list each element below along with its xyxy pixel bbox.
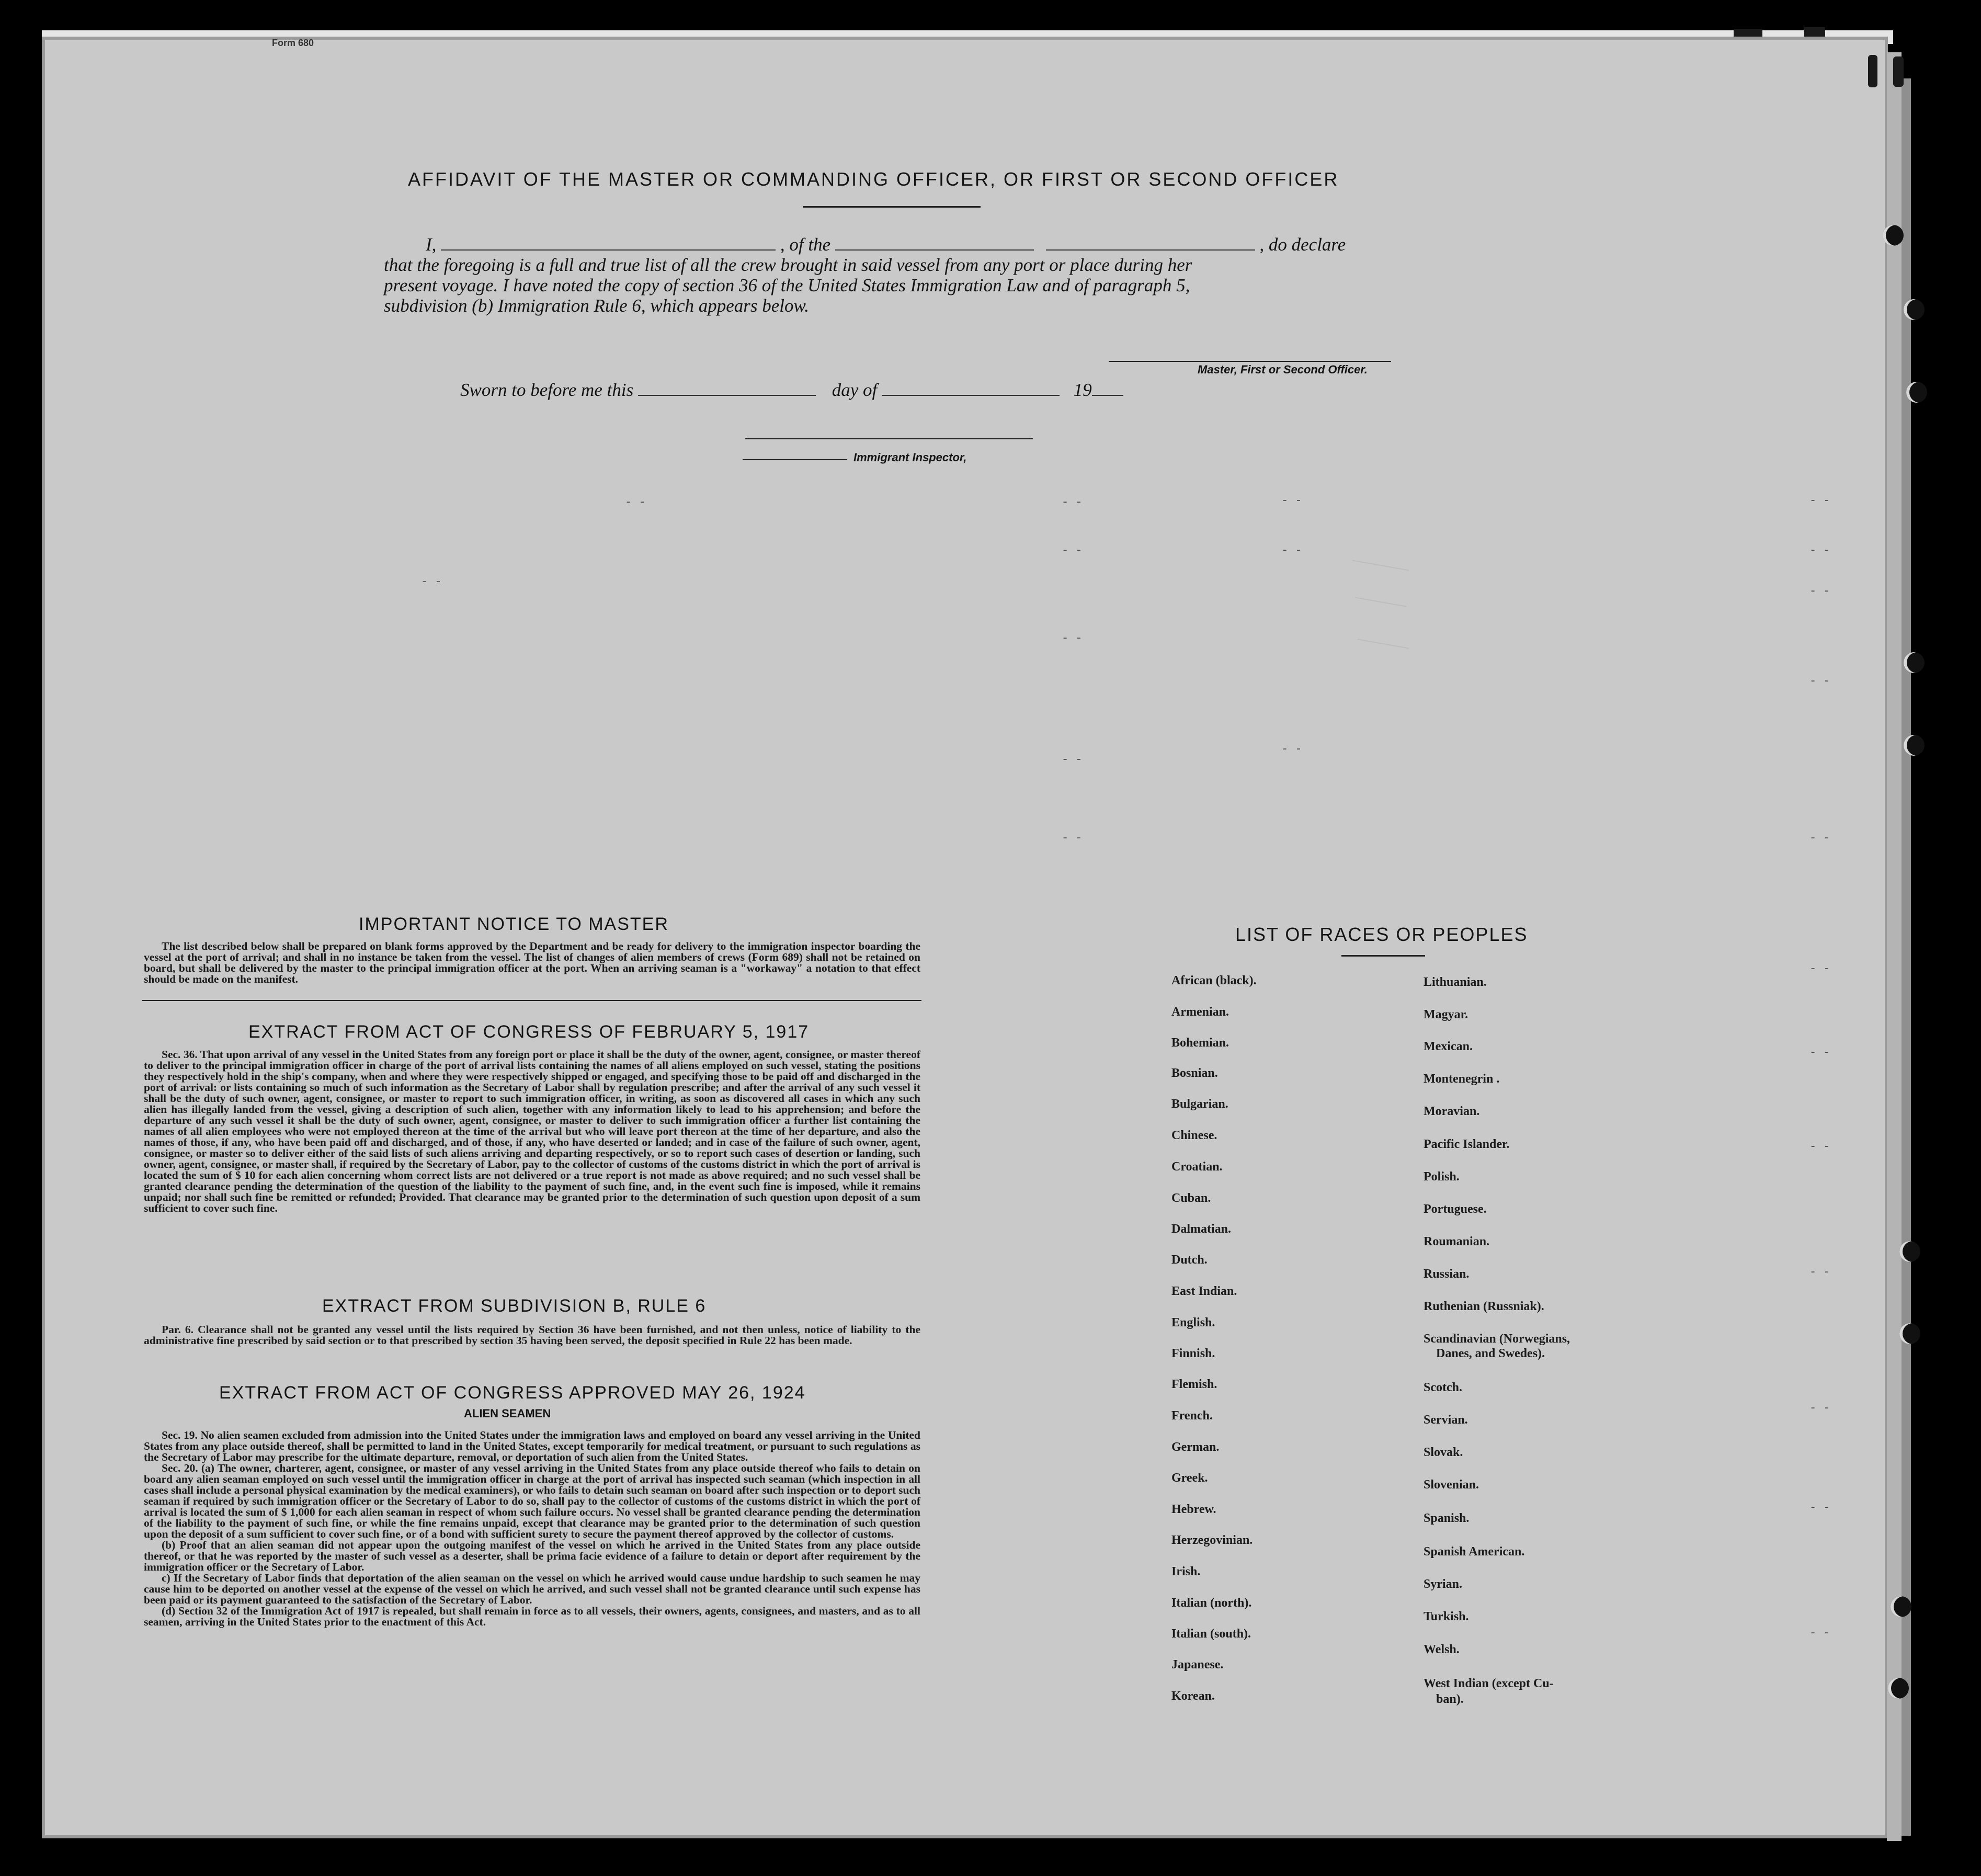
sec-20b-paragraph: (b) Proof that an alien seaman did not appear upon the outgoing manifest of the vessel on which he arrived in the United States from any place outside thereof, or that he was reported by the master of such vessel as a deserter, shall be prima facie evidence of a failure to detain or deport after requirement by the immigration officer or the Secretary of Labor. (144, 1539, 920, 1573)
bleed-mark: - - (1809, 1140, 1830, 1153)
sheet-edge-shadow (1902, 78, 1911, 1836)
extract-rule6-text (144, 1324, 920, 1346)
affidavit-text (384, 234, 1398, 316)
race-right: Roumanian. (1424, 1235, 1490, 1248)
binder-hole-icon (1899, 1241, 1920, 1262)
race-right: ban). (1436, 1692, 1464, 1706)
bleed-mark: - - (1809, 1046, 1830, 1059)
race-right: Turkish. (1424, 1610, 1469, 1623)
bleed-mark: - - (1809, 1501, 1830, 1514)
bleed-mark: - - (1809, 1627, 1830, 1640)
affidavit-line-4: subdivision (b) Immigration Rule 6, which appears below. (384, 295, 810, 316)
bleed-mark: - - (625, 496, 646, 509)
inspector-signature-line (745, 438, 1033, 439)
bleed-mark: - - (1809, 1266, 1830, 1279)
day-blank[interactable] (638, 395, 816, 396)
affidavit-title: AFFIDAVIT OF THE MASTER OR COMMANDING OFFICER, OR FIRST OR SECOND OFFICER (408, 168, 1339, 190)
race-left: Korean. (1171, 1689, 1215, 1703)
race-right: Danes, and Swedes). (1436, 1347, 1545, 1360)
bleed-mark: - - (1062, 496, 1083, 509)
sworn-text: Sworn to before me this (460, 380, 634, 400)
race-left: Bohemian. (1171, 1036, 1229, 1050)
binder-hole-icon (1904, 735, 1925, 756)
top-tab (1804, 27, 1825, 38)
race-right: Polish. (1424, 1170, 1460, 1184)
affidavit-i: I, (426, 234, 437, 255)
race-left: Finnish. (1171, 1347, 1215, 1360)
race-right: Moravian. (1424, 1105, 1480, 1118)
bleed-mark: - - (1062, 632, 1083, 645)
race-right: Portuguese. (1424, 1202, 1487, 1216)
bleed-mark: - - (1809, 675, 1830, 688)
bleed-mark: - - (1809, 585, 1830, 598)
binder-hole-icon (1883, 225, 1904, 246)
sworn-line (460, 380, 1123, 401)
race-left: Greek. (1171, 1471, 1208, 1485)
name-blank[interactable] (441, 249, 776, 251)
inspector-label: Immigrant Inspector, (853, 451, 967, 464)
race-left: Japanese. (1171, 1658, 1224, 1672)
race-left: Chinese. (1171, 1129, 1217, 1142)
race-right: Spanish American. (1424, 1545, 1525, 1559)
extract-rule6-title: EXTRACT FROM SUBDIVISION B, RULE 6 (322, 1296, 707, 1316)
affidavit-declare: , do declare (1259, 234, 1346, 255)
bleed-mark: - - (1809, 544, 1830, 557)
binder-hole-icon (1899, 1323, 1920, 1344)
race-left: Dalmatian. (1171, 1222, 1231, 1236)
sheet-edge (1887, 52, 1902, 1841)
race-left: French. (1171, 1409, 1213, 1423)
race-left: English. (1171, 1316, 1215, 1329)
race-right: Russian. (1424, 1267, 1470, 1281)
extract-1917-text (144, 1049, 920, 1214)
race-right: West Indian (except Cu- (1424, 1677, 1554, 1690)
race-right: Spanish. (1424, 1511, 1470, 1525)
affidavit-of-the: , of the (780, 234, 831, 255)
extract-1924-title: EXTRACT FROM ACT OF CONGRESS APPROVED MAY 26, 1924 (219, 1383, 806, 1403)
race-right: Servian. (1424, 1413, 1468, 1427)
races-title: LIST OF RACES OR PEOPLES (1235, 924, 1528, 945)
binder-hole-icon (1888, 1678, 1909, 1699)
year-prefix: 19 (1073, 380, 1092, 400)
race-left: Flemish. (1171, 1378, 1217, 1391)
signature-role: Master, First or Second Officer. (1198, 363, 1368, 376)
race-left: Herzegovinian. (1171, 1533, 1253, 1547)
bleed-mark: - - (1281, 494, 1302, 507)
month-blank[interactable] (882, 395, 1060, 396)
race-right: Scotch. (1424, 1381, 1462, 1394)
bleed-mark: - - (1809, 962, 1830, 975)
sec-20a-paragraph: Sec. 20. (a) The owner, charterer, agent, consignee, or master of any vessel arriving in the United States from any place outside thereof who fails to detain on board any alien seaman employed on such vessel until the immigration officer in charge at the port of arrival has inspected such seaman (which inspection in all cases shall include a personal physical examination by the medical examiners), or who fails to detain such seaman on board after such inspection or to deport such seaman if required by such immigration officer or the Secretary of Labor to do so, shall pay to the collector of customs of the customs district in which the port of arrival is located the sum of $ 1,000 for each alien seaman in respect of whom such failure occurs. No vessel shall be granted clearance pending the determination of the liability to the payment of such fine, or while the fine remains unpaid, except that clearance may be granted prior to the determination of such question upon the deposit of a sum sufficient to cover such fine, or of a bond with sufficient surety to secure the payment thereof approved by the collector of customs. (144, 1462, 920, 1540)
race-right: Slovak. (1424, 1446, 1463, 1459)
race-right: Slovenian. (1424, 1478, 1479, 1492)
bleed-mark: - - (1809, 832, 1830, 845)
bleed-mark: - - (1062, 832, 1083, 845)
sec-36-paragraph: Sec. 36. That upon arrival of any vessel in the United States from any foreign port or place it shall be the duty of the owner, agent, consignee, or master thereof to deliver to the principal immigration officer in charge of the port of arrival lists containing the names of all aliens employed on such vessel, stating the positions they respectively hold in the ship's company, when and where they were respectively shipped or engaged, and specifying those to be paid off and discharged in the port of arrival: or lists containing so much of such information as the Secretary of Labor shall by regulation prescribe; and after the arrival of any such vessel it shall be the duty of such owner, agent, consignee, or master to report to such immigration officer, in writing, as soon as discovered all cases in which any such alien has illegally landed from the vessel, giving a description of such alien, together with any information likely to lead to his apprehension; and before the departure of any such vessel it shall be the duty of such owner, agent, consignee, or master to deliver to such immigration officer a further list containing the names of all alien employees who were not employed thereon at the time of the arrival but who will leave port thereon at the time of her departure, and also the names of those, if any, who have been paid off and discharged, and of those, if any, who have deserted or landed; and in case of the failure of such owner, agent, consignee, or master so to deliver either of the said lists of such aliens arriving and departing respectively, or so to report such cases of desertion or landing, such owner, agent, consignee, or master shall, if required by the Secretary of Labor, pay to the collector of customs of the customs district in which the port of arrival is located the sum of $ 10 for each alien concerning whom correct lists are not delivered or a true report is not made as above required; and no such vessel shall be granted clearance pending the determination of the question of the liability to the payment of such fine, and, in the event such fine is imposed, while it remains unpaid; nor shall such fine be remitted or refunded; Provided. That clearance may be granted prior to the determination of such question upon deposit of a sum sufficient to cover such fine. (144, 1048, 920, 1214)
sec-19-paragraph: Sec. 19. No alien seamen excluded from admission into the United States under the immigration laws and employed on board any vessel arriving in the United States from any place outside thereof, shall be permitted to land in the United States, except temporarily for medical treatment, or pursuant to such regulations as the Secretary of Labor may prescribe for the ultimate departure, removal, or deportation of such alien from the United States. (144, 1429, 920, 1463)
races-title-rule (1341, 955, 1425, 957)
race-right: Scandinavian (Norwegians, (1424, 1332, 1570, 1346)
race-left: African (black). (1171, 974, 1257, 987)
race-left: East Indian. (1171, 1284, 1237, 1298)
bleed-mark: - - (1809, 1402, 1830, 1415)
vessel-blank-2[interactable] (1046, 249, 1255, 251)
top-tab (1734, 29, 1762, 37)
section-rule (142, 1000, 921, 1001)
binder-hole-icon (1891, 1596, 1911, 1617)
race-right: Syrian. (1424, 1577, 1463, 1591)
extract-1924-text (144, 1430, 920, 1628)
notice-text (144, 941, 920, 985)
affidavit-line-3: present voyage. I have noted the copy of section 36 of the United States Immigration Law and of paragraph 5, (384, 275, 1190, 295)
race-left: Armenian. (1171, 1005, 1229, 1019)
extract-1917-title: EXTRACT FROM ACT OF CONGRESS OF FEBRUARY 5, 1917 (248, 1022, 810, 1042)
race-left: Bulgarian. (1171, 1097, 1228, 1111)
race-left: Bosnian. (1171, 1066, 1218, 1080)
race-left: Cuban. (1171, 1191, 1211, 1205)
race-right: Montenegrin . (1424, 1072, 1500, 1086)
sec-20c-paragraph: c) If the Secretary of Labor finds that deportation of the alien seaman on the vessel on which he arrived would cause undue hardship to such seamen he may cause him to be deported on another vessel at the expense of the vessel on which he arrived, and such vessel shall not be granted clearance until such expense has been paid or its payment guaranteed to the satisfaction of the Secretary of Labor. (144, 1572, 920, 1606)
bleed-mark: - - (1062, 544, 1083, 557)
race-left: Croatian. (1171, 1160, 1223, 1174)
sec-20d-paragraph: (d) Section 32 of the Immigration Act of 1917 is repealed, but shall remain in force as to all vessels, their owners, agents, consignees, and masters, and as to all seamen, arriving in the United States prior to the enactment of this Act. (144, 1605, 920, 1628)
binder-hole-icon (1904, 299, 1925, 320)
bleed-mark: - - (1281, 544, 1302, 557)
race-left: Irish. (1171, 1565, 1201, 1578)
binder-hole-icon (1904, 652, 1925, 673)
race-left: Italian (south). (1171, 1627, 1251, 1641)
title-rule (803, 206, 981, 208)
race-left: Italian (north). (1171, 1596, 1252, 1610)
notice-paragraph: The list described below shall be prepared on blank forms approved by the Department and be ready for delivery to the immigration inspector boarding the vessel at the port of arrival; and shall in no instance be taken from the vessel. The list of changes of alien members of crews (Form 689) shall not be retained on board, but shall be delivered by the master to the principal immigration officer at the port. When an arriving seaman is a "workaway" a notation to that effect should be made on the manifest. (144, 940, 920, 985)
par-6-paragraph: Par. 6. Clearance shall not be granted any vessel until the lists required by Section 36 have been furnished, and not then unless, notice of liability to the administrative fine prescribed by said section or to that prescribed by section 35 having been served, the deposit specified in Rule 22 has been made. (144, 1323, 920, 1347)
affidavit-line-2: that the foregoing is a full and true list of all the crew brought in said vessel from any port or place during her (384, 255, 1192, 275)
race-right: Magyar. (1424, 1008, 1468, 1021)
year-blank[interactable] (1092, 395, 1123, 396)
binder-hole-icon (1906, 382, 1927, 403)
alien-seamen-subtitle: ALIEN SEAMEN (464, 1407, 551, 1420)
day-of-text: day of (832, 380, 878, 400)
race-left: German. (1171, 1440, 1220, 1454)
bleed-mark: - - (1062, 753, 1083, 766)
inspector-underline (743, 459, 847, 460)
race-right: Pacific Islander. (1424, 1138, 1510, 1151)
notice-title: IMPORTANT NOTICE TO MASTER (359, 914, 669, 934)
race-left: Dutch. (1171, 1253, 1208, 1267)
race-right: Mexican. (1424, 1040, 1473, 1053)
form-number: Form 680 (272, 38, 314, 48)
binder-tab (1868, 55, 1877, 87)
signature-line (1109, 361, 1391, 362)
race-right: Lithuanian. (1424, 975, 1487, 989)
binder-tab (1893, 56, 1904, 87)
vessel-blank[interactable] (835, 249, 1034, 251)
bleed-mark: - - (1809, 494, 1830, 507)
bleed-mark: - - (421, 575, 442, 588)
race-left: Hebrew. (1171, 1503, 1216, 1516)
race-right: Welsh. (1424, 1643, 1460, 1656)
race-right: Ruthenian (Russniak). (1424, 1300, 1544, 1313)
bleed-mark: - - (1281, 743, 1302, 756)
